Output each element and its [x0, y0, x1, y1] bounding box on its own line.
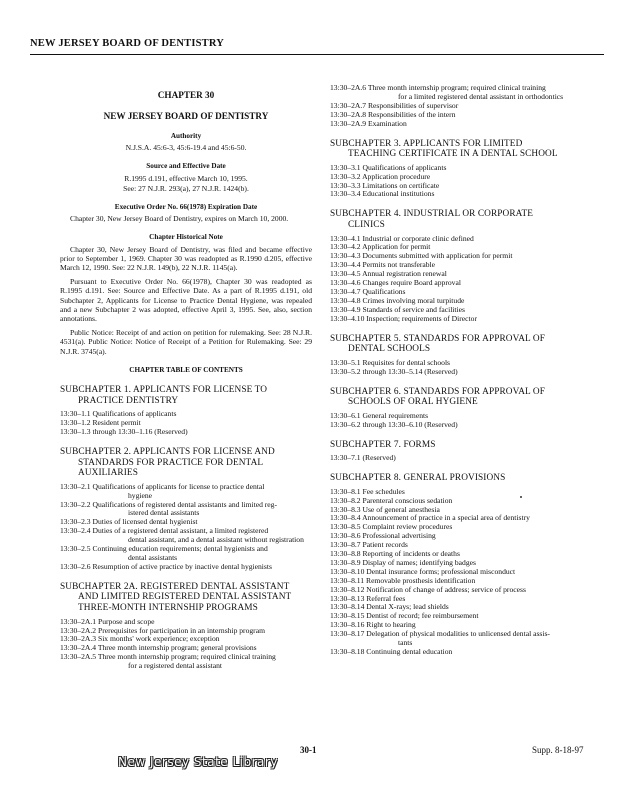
toc-item: 13:30–5.2 through 13:30–5.14 (Reserved)	[330, 366, 458, 376]
authority-text: N.J.S.A. 45:6-3, 45:6-19.4 and 45:6-50.	[125, 143, 247, 153]
toc-item: 13:30–8.7 Patient records	[330, 540, 408, 550]
history-paragraph: Pursuant to Executive Order No. 66(1978), Chapter 30 was readopted as R.1995 d.191. See: Source and Effective Date. As a part of R.1995 d.191, old Subchapter 2, Applicants for License to Practice Dental Hygiene, was repealed and a new Subchapter 2 was adopted, effective April 3, 1995. See, also, section annotations.	[60, 277, 312, 324]
subchapter-2a-list	[60, 618, 312, 671]
toc-item: 13:30–1.2 Resident permit	[60, 418, 141, 428]
toc-item: 13:30–2A.4 Three month internship program; general provisions	[60, 643, 257, 653]
subchapter-2-title: SUBCHAPTER 2. APPLICANTS FOR LICENSE AND STANDARDS FOR PRACTICE FOR DENTAL AUXILIARIES	[60, 446, 275, 479]
subchapter-7-list	[330, 454, 590, 463]
toc-item: 13:30–2A.7 Responsibilities of supervisor	[330, 100, 459, 110]
subchapter-6-list	[330, 412, 590, 430]
toc-item: 13:30–3.3 Limitations on certificate	[330, 180, 440, 190]
running-head: NEW JERSEY BOARD OF DENTISTRY	[30, 38, 225, 49]
right-column	[330, 84, 590, 657]
subchapter-8-title: SUBCHAPTER 8. GENERAL PROVISIONS	[330, 473, 506, 484]
toc-item: 13:30–4.9 Standards of service and facilities	[330, 304, 465, 314]
header-rule	[30, 54, 604, 55]
toc-item: 13:30–3.1 Qualifications of applicants	[330, 162, 447, 172]
toc-item: 13:30–6.2 through 13:30–6.10 (Reserved)	[330, 419, 458, 429]
toc-item: 13:30–7.1 (Reserved)	[330, 453, 396, 463]
toc-item: 13:30–8.17 Delegation of physical modalities to unlicensed dental assis- tants	[330, 629, 550, 648]
exec-order-text: Chapter 30, New Jersey Board of Dentistry, expires on March 10, 2000.	[70, 214, 289, 224]
toc-item: 13:30–4.6 Changes require Board approval	[330, 278, 461, 288]
toc-item: 13:30–4.4 Permits not transferable	[330, 260, 436, 270]
library-stamp: New Jersey State Library	[118, 755, 278, 769]
toc-item: 13:30–3.2 Application procedure	[330, 171, 431, 181]
toc-item: 13:30–4.2 Application for permit	[330, 242, 431, 252]
toc-item: 13:30–6.1 General requirements	[330, 410, 429, 420]
subchapter-5-title: SUBCHAPTER 5. STANDARDS FOR APPROVAL OF DENTAL SCHOOLS	[330, 333, 545, 355]
toc-item: 13:30–8.6 Professional advertising	[330, 531, 436, 541]
supplement-date: Supp. 8-18-97	[532, 745, 584, 755]
toc-heading: CHAPTER TABLE OF CONTENTS	[129, 365, 243, 374]
toc-item: 13:30–4.8 Crimes involving moral turpitude	[330, 295, 465, 305]
toc-item: 13:30–1.1 Qualifications of applicants	[60, 409, 177, 419]
toc-item: 13:30–4.5 Annual registration renewal	[330, 269, 447, 279]
toc-item: 13:30–2.4 Duties of a registered dental assistant, a limited registered dental assistant, and a dental assistant without registration	[60, 526, 304, 545]
toc-item: 13:30–8.2 Parenteral conscious sedation	[330, 495, 453, 505]
toc-item: 13:30–8.16 Right to hearing	[330, 620, 416, 630]
toc-item: 13:30–8.18 Continuing dental education	[330, 647, 453, 656]
subchapter-1-title: SUBCHAPTER 1. APPLICANTS FOR LICENSE TO PRACTICE DENTISTRY	[60, 385, 268, 406]
subchapter-4-list	[330, 235, 590, 324]
toc-item: 13:30–8.15 Dentist of record; fee reimbursement	[330, 611, 479, 621]
subchapter-3-title: SUBCHAPTER 3. APPLICANTS FOR LIMITED TEACHING CERTIFICATE IN A DENTAL SCHOOL	[330, 138, 558, 160]
toc-item: 13:30–2.1 Qualifications of applicants for license to practice dental hygiene	[60, 481, 265, 500]
subchapter-2a-list-continued	[330, 84, 590, 129]
page-number: 30-1	[300, 745, 317, 755]
subchapter-7-title: SUBCHAPTER 7. FORMS	[330, 439, 436, 450]
toc-item: 13:30–8.3 Use of general anesthesia	[330, 504, 440, 514]
subchapter-2-list	[60, 483, 312, 572]
toc-item: 13:30–2A.6 Three month internship program; required clinical training for a limited registered dental assistant in orthodontics	[330, 83, 564, 101]
left-column	[60, 84, 312, 671]
toc-item: 13:30–8.8 Reporting of incidents or deaths	[330, 549, 460, 559]
toc-item: 13:30–3.4 Educational institutions	[330, 189, 435, 199]
history-paragraph: Chapter 30, New Jersey Board of Dentistry, was filed and became effective prior to September 1, 1969. Chapter 30 was readopted as R.1990 d.205, effective March 12, 1990. See: 22 N.J.R. 149(b), 22 N.J.R. 1145(a).	[60, 244, 312, 273]
toc-item: 13:30–8.12 Notification of change of address; service of process	[330, 584, 526, 594]
subchapter-2a-title: SUBCHAPTER 2A. REGISTERED DENTAL ASSISTANT AND LIMITED REGISTERED DENTAL ASSISTANT THREE-MONTH INTERNSHIP PROGRAMS	[60, 581, 292, 613]
history-heading: Chapter Historical Note	[149, 233, 223, 242]
toc-item: 13:30–8.14 Dental X-rays; lead shields	[330, 602, 449, 612]
toc-item: 13:30–2A.5 Three month internship program; required clinical training for a registered dental assistant	[60, 652, 276, 671]
toc-item: 13:30–8.5 Complaint review procedures	[330, 522, 453, 532]
toc-item: 13:30–2.3 Duties of licensed dental hygienist	[60, 517, 198, 527]
chapter-number: CHAPTER 30	[157, 90, 215, 100]
toc-item: 13:30–2A.9 Examination	[330, 118, 407, 128]
toc-item: 13:30–2A.3 Six months' work experience; exception	[60, 634, 220, 644]
toc-item: 13:30–2A.1 Purpose and scope	[60, 616, 155, 626]
subchapter-8-list	[330, 488, 590, 657]
toc-item: 13:30–8.10 Dental insurance forms; professional misconduct	[330, 566, 516, 576]
subchapter-4-title: SUBCHAPTER 4. INDUSTRIAL OR CORPORATE CLINICS	[330, 209, 534, 230]
source-heading: Source and Effective Date	[146, 162, 226, 171]
toc-item: 13:30–2.2 Qualifications of registered dental assistants and limited reg- istered dental assistants	[60, 499, 278, 518]
toc-item: 13:30–2.6 Resumption of active practice by inactive dental hygienists	[60, 561, 272, 571]
exec-order-heading: Executive Order No. 66(1978) Expiration Date	[114, 203, 258, 212]
subchapter-3-list	[330, 164, 590, 200]
toc-item: 13:30–8.9 Display of names; identifying badges	[330, 557, 476, 567]
toc-item: 13:30–4.3 Documents submitted with application for permit	[330, 251, 513, 261]
toc-item: 13:30–8.13 Referral fees	[330, 593, 406, 603]
toc-item: 13:30–8.11 Removable prosthesis identification	[330, 575, 476, 585]
toc-item: 13:30–4.1 Industrial or corporate clinic defined	[330, 233, 474, 243]
authority-heading: Authority	[170, 132, 202, 140]
toc-item: 13:30–2A.2 Prerequisites for participation in an internship program	[60, 625, 265, 635]
toc-item: 13:30–8.4 Announcement of practice in a special area of dentistry	[330, 513, 530, 523]
stray-mark	[520, 496, 522, 498]
toc-item: 13:30–4.7 Qualifications	[330, 286, 406, 296]
subchapter-6-title: SUBCHAPTER 6. STANDARDS FOR APPROVAL OF SCHOOLS OF ORAL HYGIENE	[330, 386, 545, 408]
toc-item: 13:30–2.5 Continuing education requirements; dental hygienists and dental assistants	[60, 544, 268, 562]
source-line-2: See: 27 N.J.R. 293(a), 27 N.J.R. 1424(b).	[123, 183, 249, 193]
history-paragraph: Public Notice: Receipt of and action on petition for rulemaking. See: 28 N.J.R. 4531(a). Public Notice: Notice of Receipt of a Petition for Rulemaking. See: 29 N.J.R. 3745(a).	[60, 328, 312, 356]
toc-item: 13:30–2A.8 Responsibilities of the intern	[330, 109, 456, 119]
subchapter-1-list	[60, 410, 312, 437]
chapter-title: NEW JERSEY BOARD OF DENTISTRY	[103, 111, 269, 121]
toc-item: 13:30–8.1 Fee schedules	[330, 486, 405, 496]
toc-item: 13:30–1.3 through 13:30–1.16 (Reserved)	[60, 427, 188, 437]
source-line-1: R.1995 d.191, effective March 10, 1995.	[124, 173, 248, 183]
subchapter-5-list	[330, 359, 590, 377]
toc-item: 13:30–5.1 Requisites for dental schools	[330, 357, 451, 367]
toc-item: 13:30–4.10 Inspection; requirements of Director	[330, 313, 477, 323]
